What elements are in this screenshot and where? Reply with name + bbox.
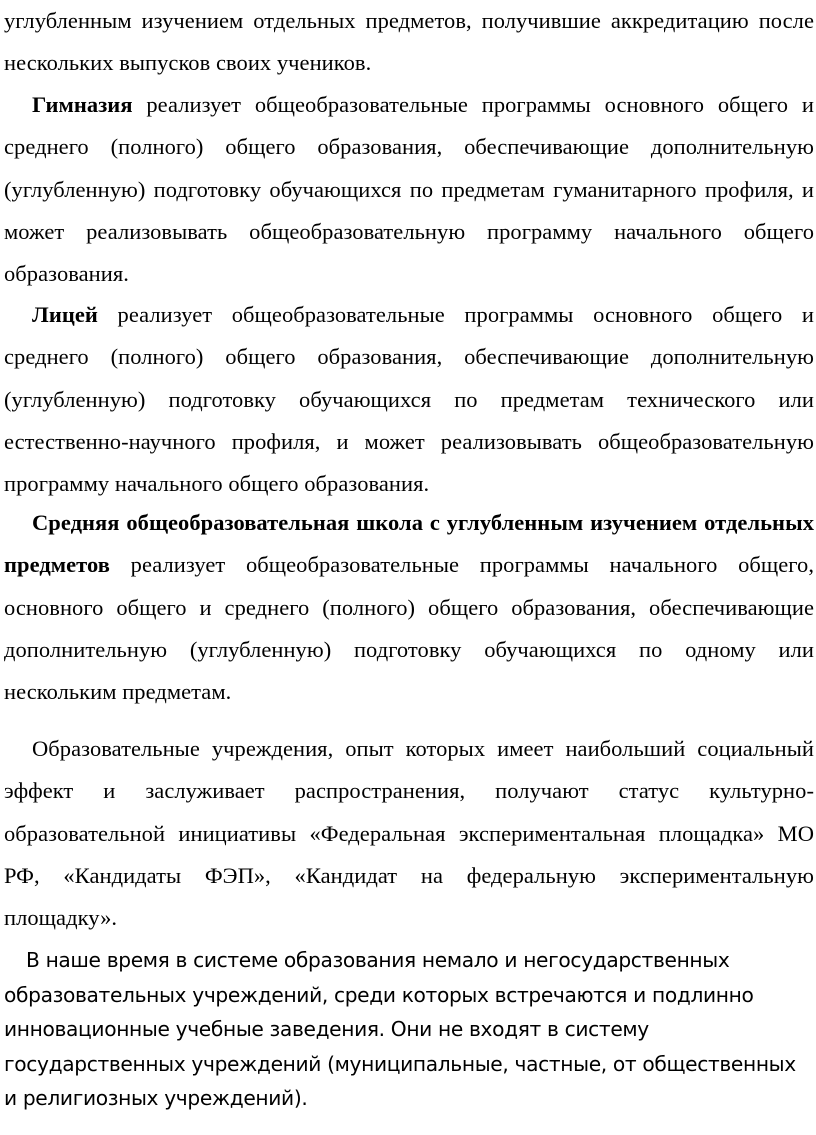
paragraph-advanced-school xyxy=(0,502,816,713)
paragraph-continuation xyxy=(0,0,816,85)
paragraph-text: реализует общеобразовательные программы основного общего и среднего (полного) общего образования, обеспечивающие дополнительную (углубленную) подготовку обучающихся по предметам технического или естественно-научного профиля, и может реализовывать общеобразовательную программу начального общего образования. xyxy=(4,302,814,497)
paragraph-lyceum xyxy=(0,294,816,505)
term-lyceum: Лицей xyxy=(32,302,98,327)
paragraph-text: Образовательные учреждения, опыт которых имеет наибольший социальный эффект и заслуживает распространения, получают статус культурно-образовательной инициативы «Федеральная экспериментальная площадка» МО РФ, «Кандидаты ФЭП», «Кандидат на федеральную экспериментальную площадку». xyxy=(4,736,814,931)
paragraph-text: углубленным изучением отдельных предметов, получившие аккредитацию после нескольких выпусков своих учеников. xyxy=(4,8,814,76)
paragraph-experimental-sites xyxy=(0,728,816,939)
term-gymnasium: Гимназия xyxy=(32,92,133,117)
paragraph-gymnasium xyxy=(0,84,816,295)
paragraph-text: В наше время в системе образования немало и негосударственных образовательных учреждений, среди которых встречаются и подлинно инновационные учебные заведения. Они не входят в систему государственных учреждений (муниципальные, частные, от общественных и религиозных учреждений). xyxy=(4,948,796,1110)
paragraph-text: реализует общеобразовательные программы начального общего, основного общего и среднего (полного) общего образования, обеспечивающие дополнительную (углубленную) подготовку обучающихся по одному или нескольким предметам. xyxy=(4,552,814,705)
paragraph-non-state xyxy=(0,943,816,1116)
paragraph-text: реализует общеобразовательные программы основного общего и среднего (полного) общего образования, обеспечивающие дополнительную (углубленную) подготовку обучающихся по предметам гуманитарного профиля, и может реализовывать общеобразовательную программу начального общего образования. xyxy=(4,92,814,287)
term-advanced-school: Средняя общеобразовательная школа с углубленным изучением отдельных предметов xyxy=(4,510,814,578)
